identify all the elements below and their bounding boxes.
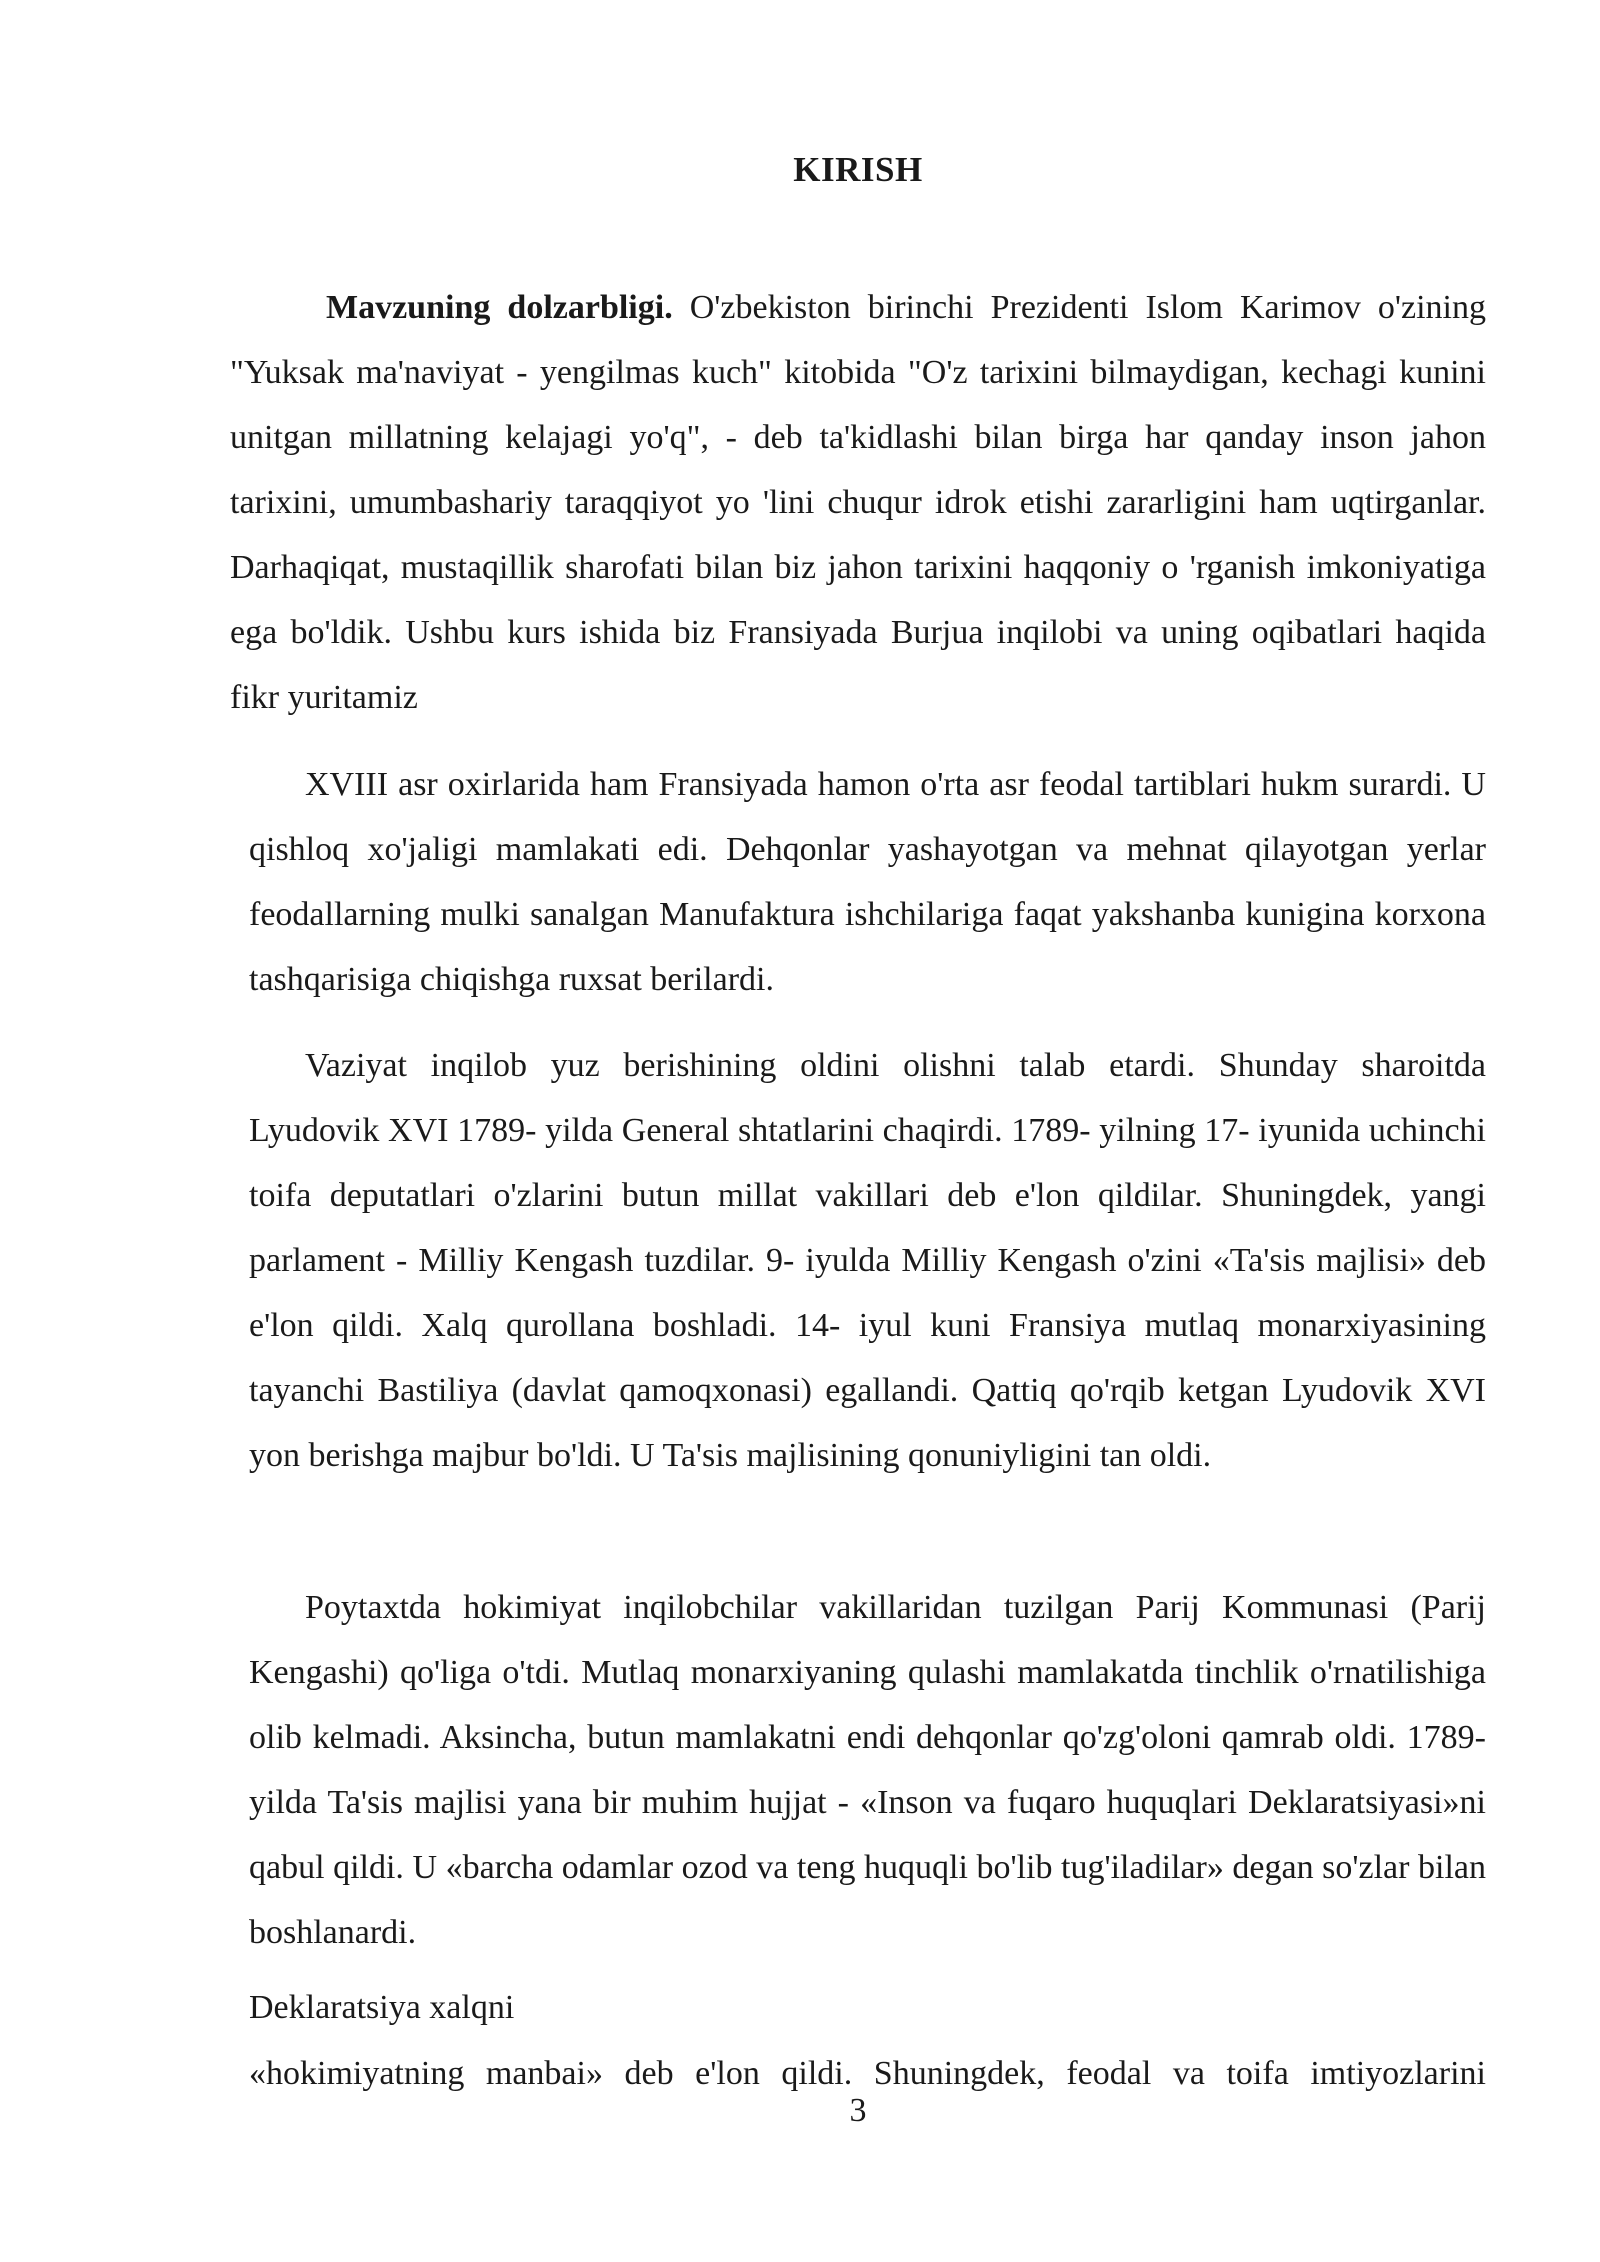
paragraph-revolution: Vaziyat inqilob yuz berishining oldini olishni talab etardi. Shunday sharoitda Lyudovik XVI 1789- yilda General shtatlarini chaqirdi. 1789- yilning 17- iyunida uchinchi toifa deputatlari o'zlarini butun millat vakillari deb e'lon qildilar. Shuningdek, yangi parlament - Milliy Kengash tuzdilar. 9- iyulda Milliy Kengash o'zini «Ta'sis majlisi» deb e'lon qildi. Xalq qurollana boshladi. 14- iyul kuni Fransiya mutlaq monarxiyasining tayanchi Bastiliya (davlat qamoqxonasi) egallandi. Qattiq qo'rqib ketgan Lyudovik XVI yon berishga majbur bo'ldi. U Ta'sis majlisining qonuniyligini tan oldi. — [249, 1047, 1486, 1474]
paragraph-commune-tail: Deklaratsiya xalqni — [249, 1989, 515, 2026]
paragraph-text: O'zbekiston birinchi Prezidenti Islom Karimov o'zining "Yuksak ma'naviyat - yengilmas kuch" kitobida "O'z tarixini bilmaydigan, kechagi kunini unitgan millatning kelajagi yo'q", - deb ta'kidlashi bilan birga har qanday inson jahon tarixini, umumbashariy taraqqiyot yo 'lini chuqur idrok etishi zararligini ham uqtirganlar. Darhaqiqat, mustaqillik sharofati bilan biz jahon tarixini haqqoniy o 'rganish imkoniyatiga ega bo'ldik. Ushbu kurs ishida biz Fransiyada Burjua inqilobi va uning oqibatlari haqida fikr yuritamiz — [230, 289, 1487, 716]
page-title: KIRISH — [793, 150, 923, 189]
paragraph-intro — [230, 275, 1486, 730]
paragraph-feudal: XVIII asr oxirlarida ham Fransiyada hamon o'rta asr feodal tartiblari hukm surardi. U qishloq xo'jaligi mamlakati edi. Dehqonlar yashayotgan va mehnat qilayotgan yerlar feodallarning mulki sanalgan Manufaktura ishchilariga faqat yakshanba kunigina korxona tashqarisiga chiqishga ruxsat berilardi. — [249, 766, 1486, 998]
paragraph-commune: Poytaxtda hokimiyat inqilobchilar vakillaridan tuzilgan Parij Kommunasi (Parij Kengashi) qo'liga o'tdi. Mutlaq monarxiyaning qulashi mamlakatda tinchlik o'rnatilishiga olib kelmadi. Aksincha, butun mamlakatni endi dehqonlar qo'zg'oloni qamrab oldi. 1789- yilda Ta'sis majlisi yana bir muhim hujjat - «Inson va fuqaro huquqlari Deklaratsiyasi»ni qabul qildi. U «barcha odamlar ozod va teng huquqli bo'lib tug'iladilar» degan so'zlar bilan boshlanardi. — [249, 1589, 1486, 1951]
paragraph-lead: Mavzuning dolzarbligi. — [326, 289, 673, 326]
paragraph-commune-last-line: «hokimiyatning manbai» deb e'lon qildi. Shuningdek, feodal va toifa imtiyozlarini — [249, 2055, 1486, 2092]
page-number: 3 — [849, 2092, 867, 2129]
